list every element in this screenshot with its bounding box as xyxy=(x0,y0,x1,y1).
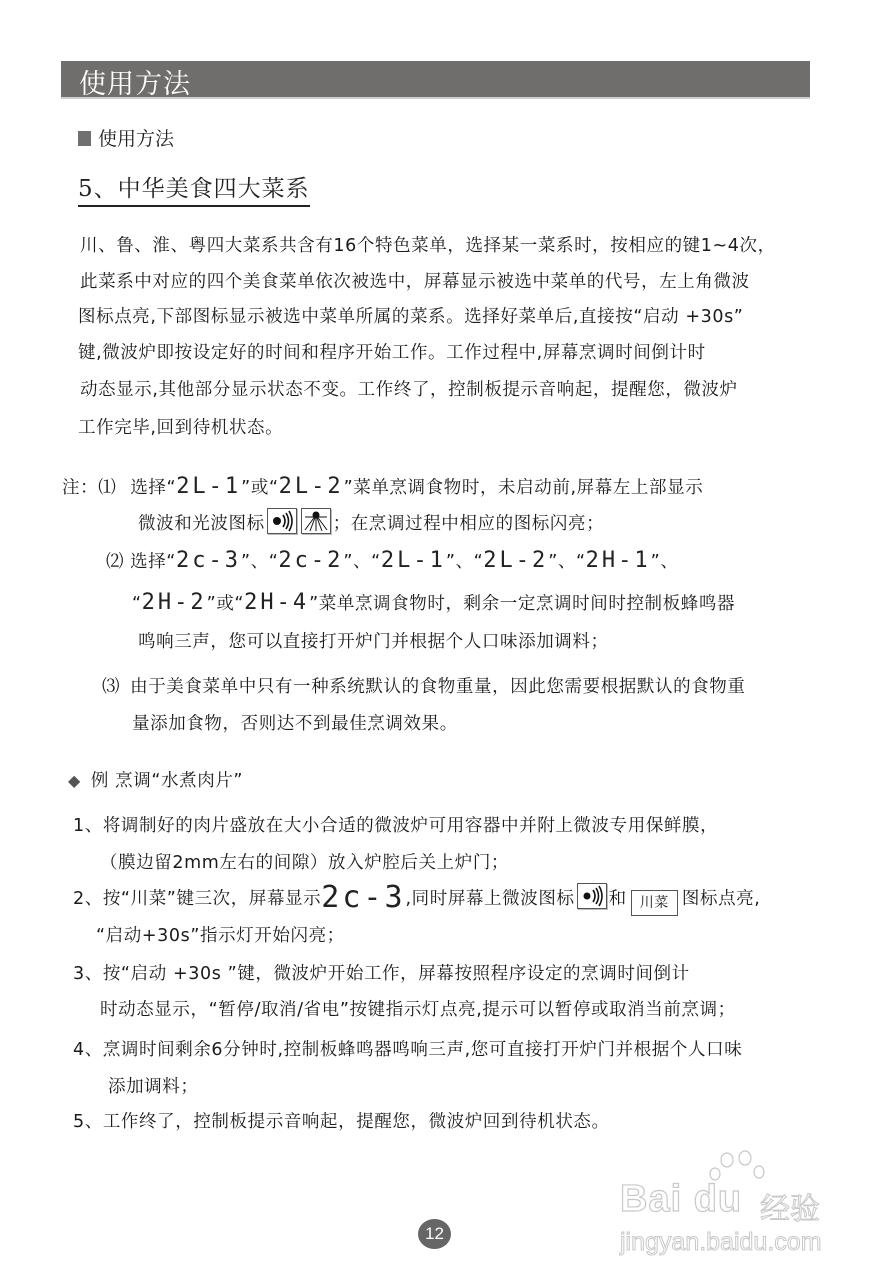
page-number-badge: 12 xyxy=(418,1219,451,1249)
text: ”或“ xyxy=(206,594,245,614)
intro-line-2: 此菜系中对应的四个美食菜单依次被选中，屏幕显示被选中菜单的代号，左上角微波 xyxy=(80,272,750,292)
example-title-text: 例 烹调“水煮肉片” xyxy=(90,771,244,791)
note-2-line-1 xyxy=(106,548,678,573)
display-code: 2c-3 xyxy=(175,548,241,573)
text: ”、“ xyxy=(343,552,381,572)
display-code: 2H-2 xyxy=(141,590,207,615)
sub-heading-text: 使用方法 xyxy=(98,128,175,150)
display-code: 2c-2 xyxy=(278,548,344,573)
step-3-line-1: 3、按“启动 +30s ”键，微波炉开始工作，屏幕按照程序设定的烹调时间倒计 xyxy=(73,964,690,984)
text: 图标点亮, xyxy=(681,889,761,909)
display-code: 2L-2 xyxy=(278,474,344,499)
text: 2、按“川菜”键三次，屏幕显示 xyxy=(73,889,322,909)
text: ；在烹调过程中相应的图标闪亮； xyxy=(332,514,605,534)
display-code: 2L-1 xyxy=(380,548,446,573)
microwave-icon xyxy=(267,508,297,534)
text: 微波和光波图标 xyxy=(138,514,265,534)
example-title xyxy=(68,767,243,792)
section-title: 5、中华美食四大菜系 xyxy=(78,170,310,207)
sichuan-cuisine-label-icon: 川菜 xyxy=(631,890,678,916)
display-code: 2L-1 xyxy=(176,474,242,499)
text: ”菜单烹调食物时，未启动前,屏幕左上部显示 xyxy=(343,478,704,498)
note-3-line-2: 量添加食物，否则达不到最佳烹调效果。 xyxy=(132,714,458,734)
note-number: ⑴ xyxy=(98,478,117,498)
text: ”、“ xyxy=(445,552,484,572)
display-code: 2H-4 xyxy=(244,590,310,615)
text: ,同时屏幕上微波图标 xyxy=(405,889,575,909)
note-1-line-1 xyxy=(62,474,703,499)
step-4-line-1: 4、烹调时间剩余6分钟时,控制板蜂鸣器鸣响三声,您可直接打开炉门并根据个人口味 xyxy=(73,1040,743,1060)
intro-line-6: 工作完毕,回到待机状态。 xyxy=(78,418,284,438)
watermark-url: jingyan.baidu.com xyxy=(620,1228,822,1256)
header-title: 使用方法 xyxy=(79,69,191,100)
text: “ xyxy=(132,594,142,614)
step-2-line-1 xyxy=(73,880,760,916)
watermark-brand: Bai du xyxy=(620,1178,743,1220)
sub-heading xyxy=(78,124,174,151)
display-code: 2c-3 xyxy=(321,880,406,915)
intro-line-5: 动态显示,其他部分显示状态不变。工作终了，控制板提示音响起，提醒您，微波炉 xyxy=(80,380,738,400)
display-code: 2H-1 xyxy=(585,548,651,573)
intro-line-3: 图标点亮,下部图标显示被选中菜单所属的菜系。选择好菜单后,直接按“启动 +30s” xyxy=(78,307,744,327)
watermark-brand-cn: 经验 xyxy=(760,1192,820,1227)
diamond-bullet-icon: ◆ xyxy=(68,771,81,790)
intro-line-1: 川、鲁、淮、粤四大菜系共含有16个特色菜单，选择某一菜系时，按相应的键1~4次， xyxy=(80,236,776,256)
step-3-line-2: 时动态显示，“暂停/取消/省电”按键指示灯点亮,提示可以暂停或取消当前烹调； xyxy=(100,1000,736,1020)
step-5: 5、工作终了，控制板提示音响起，提醒您，微波炉回到待机状态。 xyxy=(73,1112,610,1132)
text: ”、“ xyxy=(548,552,586,572)
text: 选择“ xyxy=(130,478,177,498)
display-code: 2L-2 xyxy=(483,548,549,573)
step-1-line-1: 1、将调制好的肉片盛放在大小合适的微波炉可用容器中并附上微波专用保鲜膜， xyxy=(73,816,719,836)
header-bar xyxy=(61,61,810,99)
text: 由于美食菜单中只有一种系统默认的食物重量，因此您需要根据默认的食物重 xyxy=(130,677,746,697)
step-1-line-2: （膜边留2mm左右的间隙）放入炉腔后关上炉门； xyxy=(100,853,510,873)
step-2-line-2: “启动+30s”指示灯开始闪亮； xyxy=(96,926,345,946)
note-prefix: 注： xyxy=(62,478,99,498)
microwave-icon xyxy=(577,883,607,909)
text: ”或“ xyxy=(241,478,279,498)
square-bullet-icon xyxy=(78,131,91,146)
note-number: ⑶ xyxy=(102,677,121,697)
note-1-line-2 xyxy=(138,508,604,535)
text: 选择“ xyxy=(130,552,176,572)
intro-line-4: 键,微波炉即按设定好的时间和程序开始工作。工作过程中,屏幕烹调时间倒计时 xyxy=(78,343,706,363)
baidu-watermark xyxy=(610,1150,840,1260)
text: ”、 xyxy=(650,552,679,572)
text: 和 xyxy=(608,889,627,909)
light-wave-icon xyxy=(301,508,331,534)
note-2-line-3: 鸣响三声，您可以直接打开炉门并根据个人口味添加调料； xyxy=(138,632,609,652)
note-3-line-1 xyxy=(102,673,746,698)
text: ”菜单烹调食物时，剩余一定烹调时间时控制板蜂鸣器 xyxy=(309,594,736,614)
note-number: ⑵ xyxy=(106,552,125,572)
step-4-line-2: 添加调料； xyxy=(108,1077,199,1097)
note-2-line-2 xyxy=(132,590,735,615)
text: ”、“ xyxy=(240,552,279,572)
